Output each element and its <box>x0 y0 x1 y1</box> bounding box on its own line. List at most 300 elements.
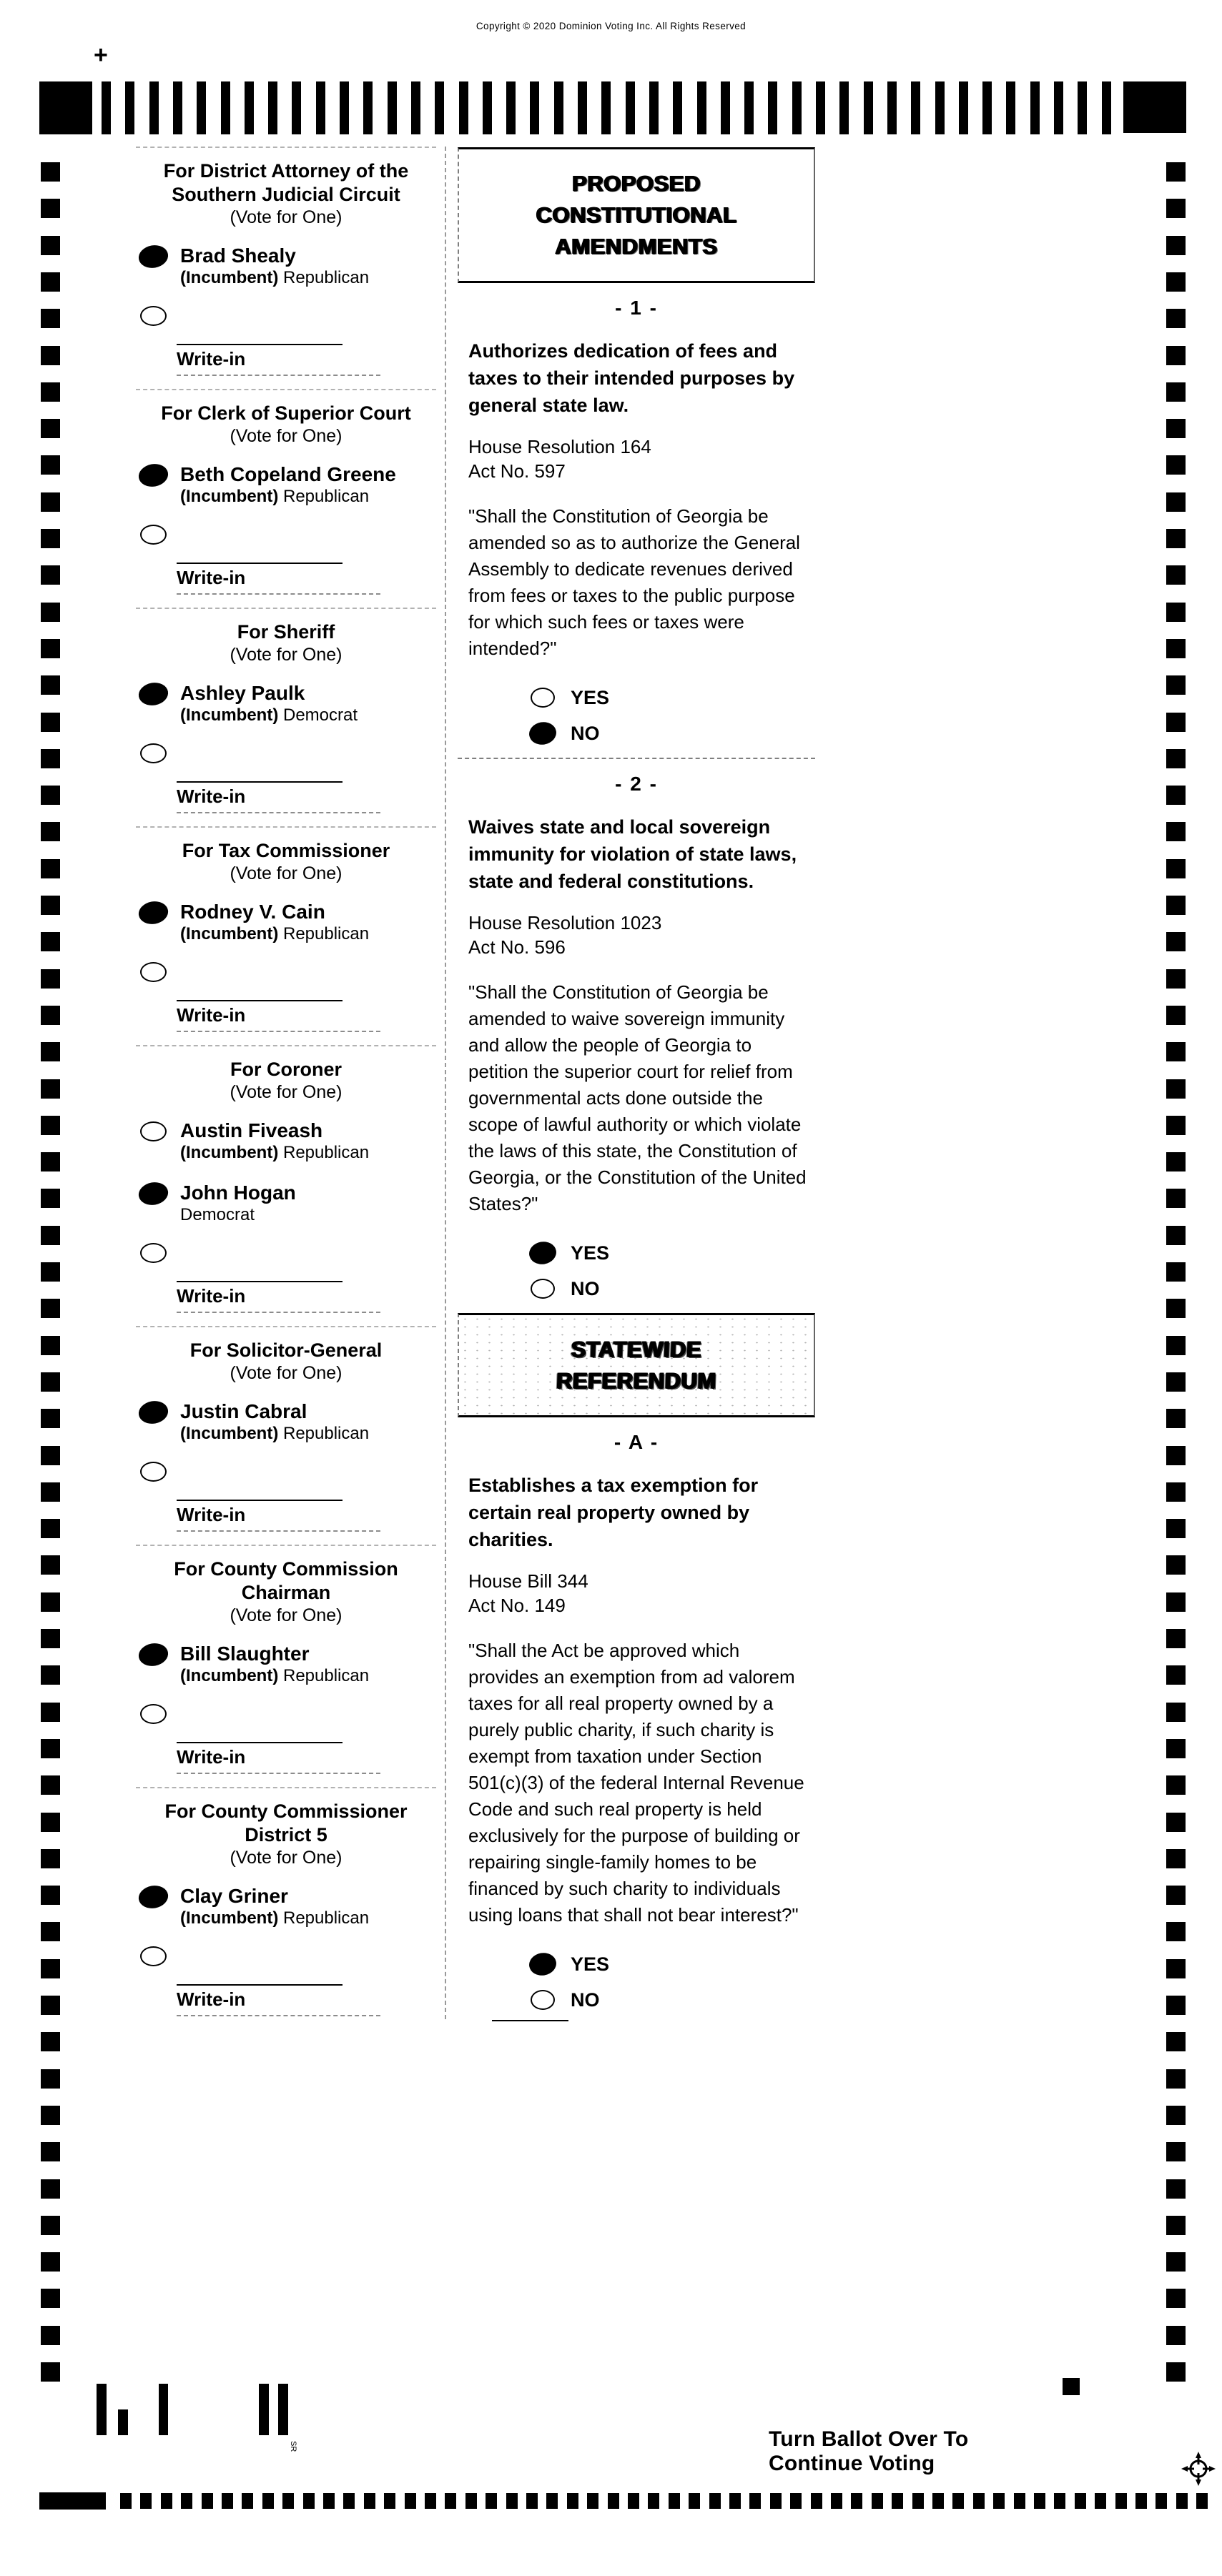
vote-for-one-label: (Vote for One) <box>230 207 343 227</box>
write-in-block <box>177 781 380 813</box>
timing-square-right <box>1166 2362 1186 2382</box>
vote-for-one-label: (Vote for One) <box>230 1605 343 1625</box>
measure-citation: Act No. 596 <box>468 936 566 958</box>
timing-square-right <box>1166 2069 1186 2089</box>
race-title-line: Chairman <box>241 1582 331 1603</box>
timing-square-bottom <box>628 2493 639 2509</box>
candidate-party-line <box>180 1142 369 1164</box>
timing-square-right <box>1166 713 1186 732</box>
timing-square-right <box>1166 455 1186 475</box>
candidate-row <box>140 900 436 945</box>
incumbent-label: (Incumbent) <box>180 1908 283 1928</box>
candidate-party-line <box>180 1204 296 1226</box>
candidate-party-line <box>180 1423 369 1445</box>
vote-for-one-label: (Vote for One) <box>230 1082 343 1102</box>
timing-square-right <box>1166 2326 1186 2345</box>
incumbent-label: (Incumbent) <box>180 1143 283 1162</box>
race-title <box>136 839 436 863</box>
timing-square-right <box>1166 1116 1186 1135</box>
timing-square-left <box>41 1409 60 1428</box>
party-label: Democrat <box>180 1205 255 1224</box>
write-in-block <box>177 1984 380 2016</box>
race-title-line: For Solicitor-General <box>189 1339 383 1361</box>
timing-square-left <box>41 2069 60 2089</box>
timing-square-right <box>1166 1079 1186 1099</box>
timing-bar-top <box>744 81 754 134</box>
race-title-line: For Tax Commissioner <box>182 840 390 861</box>
candidate-row <box>140 462 436 507</box>
vote-oval-filled[interactable] <box>137 1180 169 1207</box>
timing-bar-top <box>125 81 134 134</box>
timing-square-left <box>41 713 60 732</box>
barcode-bar-short <box>118 2409 128 2435</box>
write-in-line[interactable] <box>177 1000 343 1001</box>
timing-square-right <box>1166 1189 1186 1208</box>
timing-square-left <box>41 492 60 512</box>
timing-square-right <box>1166 1592 1186 1612</box>
vote-for-one-label: (Vote for One) <box>230 863 343 883</box>
turn-ballot-over-instruction: Turn Ballot Over To Continue Voting <box>769 2427 969 2475</box>
vote-oval-filled[interactable] <box>137 1399 169 1426</box>
vote-oval-filled[interactable] <box>137 243 169 270</box>
timing-block-bottom-left <box>39 2492 106 2510</box>
timing-square-bottom <box>1196 2493 1208 2509</box>
timing-square-right <box>1166 1519 1186 1538</box>
timing-square-right <box>1166 749 1186 768</box>
race-title-line: For Sheriff <box>237 621 335 643</box>
timing-square-left <box>41 1886 60 1905</box>
timing-bar-top <box>411 81 420 134</box>
timing-square-right <box>1166 603 1186 622</box>
timing-square-left <box>41 419 60 438</box>
candidate-name: Austin Fiveash <box>180 1119 323 1141</box>
timing-square-bottom <box>993 2493 1005 2509</box>
timing-square-bottom <box>669 2493 680 2509</box>
timing-square-right <box>1166 492 1186 512</box>
race-title-line: Southern Judicial Circuit <box>172 184 400 205</box>
candidate-text <box>180 1119 369 1164</box>
timing-square-left <box>41 1519 60 1538</box>
measure-summary: Waives state and local sovereign immunity for violation of state laws, state and federal constitutions. <box>468 816 797 892</box>
vote-oval-filled[interactable] <box>528 720 558 746</box>
write-in-oval[interactable] <box>140 1704 167 1724</box>
candidate-name: Bill Slaughter <box>180 1643 310 1665</box>
timing-bar-top <box>1102 81 1111 134</box>
race-contest <box>136 1787 436 2029</box>
candidate-text <box>180 1884 369 1929</box>
vote-for-one-label: (Vote for One) <box>230 645 343 665</box>
measure-citation: Act No. 149 <box>468 1595 566 1616</box>
candidate-party-line <box>180 486 396 507</box>
timing-bar-top <box>959 81 968 134</box>
write-in-oval[interactable] <box>140 1243 167 1263</box>
timing-square-right <box>1166 1959 1186 1978</box>
timing-square-bottom <box>405 2493 416 2509</box>
timing-square-right <box>1166 1006 1186 1025</box>
write-in-oval-row <box>140 1243 436 1267</box>
write-in-oval[interactable] <box>140 1462 167 1482</box>
vote-oval-empty[interactable] <box>531 1990 555 2010</box>
race-contest <box>136 608 436 826</box>
timing-square-bottom <box>811 2493 822 2509</box>
write-in-label: Write-in <box>177 786 246 807</box>
timing-bar-top <box>839 81 849 134</box>
option-label: NO <box>571 723 600 744</box>
timing-square-right <box>1166 2179 1186 2199</box>
measure-number: - 1 - <box>615 297 658 319</box>
candidate-text <box>180 681 358 726</box>
timing-square-bottom <box>343 2493 355 2509</box>
timing-bar-top <box>1054 81 1063 134</box>
timing-bar-top <box>268 81 277 134</box>
vote-oval-filled[interactable] <box>137 1883 169 1911</box>
timing-square-left <box>41 236 60 255</box>
header-box-line: REFERENDUM <box>556 1368 717 1393</box>
timing-square-left <box>41 639 60 658</box>
timing-square-left <box>41 749 60 768</box>
timing-square-bottom <box>202 2493 213 2509</box>
timing-bar-top <box>292 81 301 134</box>
timing-square-bottom <box>181 2493 192 2509</box>
timing-bar-top <box>340 81 349 134</box>
timing-bar-top <box>935 81 945 134</box>
timing-square-left <box>41 786 60 805</box>
timing-square-left <box>41 859 60 878</box>
option-label: YES <box>571 687 610 708</box>
measure-citation: Act No. 597 <box>468 460 566 482</box>
write-in-oval-row <box>140 962 436 986</box>
ballot-measure <box>458 1430 815 2021</box>
timing-square-bottom <box>1115 2493 1127 2509</box>
write-in-label: Write-in <box>177 1504 246 1525</box>
timing-square-left <box>41 1996 60 2015</box>
timing-square-right <box>1166 1336 1186 1355</box>
barcode-bar <box>97 2384 107 2435</box>
write-in-label: Write-in <box>177 1746 246 1768</box>
timing-square-bottom <box>1156 2493 1167 2509</box>
timing-square-left <box>41 1665 60 1685</box>
race-title <box>136 1557 436 1605</box>
candidate-races-column <box>136 147 436 2029</box>
candidate-party-line <box>180 267 369 289</box>
timing-square-footer <box>1063 2378 1080 2395</box>
vote-oval-empty[interactable] <box>531 1279 555 1299</box>
timing-bar-top <box>601 81 611 134</box>
write-in-label: Write-in <box>177 348 246 370</box>
timing-bar-top <box>1030 81 1040 134</box>
timing-square-bottom <box>1014 2493 1025 2509</box>
candidate-name: Beth Copeland Greene <box>180 463 396 485</box>
timing-square-right <box>1166 2289 1186 2308</box>
timing-square-right <box>1166 236 1186 255</box>
write-in-oval[interactable] <box>140 306 167 326</box>
party-label: Republican <box>283 924 370 943</box>
measure-summary: Establishes a tax exemption for certain real property owned by charities. <box>468 1475 759 1550</box>
timing-square-right <box>1166 199 1186 218</box>
vote-oval-empty[interactable] <box>531 688 555 708</box>
candidate-name: Ashley Paulk <box>180 682 305 704</box>
timing-square-left <box>41 2216 60 2235</box>
timing-square-left <box>41 1849 60 1868</box>
write-in-label: Write-in <box>177 1004 246 1026</box>
header-box-line: CONSTITUTIONAL <box>536 202 737 227</box>
registration-crosshair-icon <box>1181 2452 1216 2486</box>
write-in-line[interactable] <box>177 1281 343 1282</box>
measure-option-row <box>531 1988 815 2011</box>
candidate-text <box>180 244 369 289</box>
timing-square-bottom <box>1034 2493 1045 2509</box>
candidate-name: Justin Cabral <box>180 1400 307 1422</box>
candidate-text <box>180 900 369 945</box>
timing-bar-top <box>1006 81 1015 134</box>
candidate-name: Brad Shealy <box>180 244 296 267</box>
timing-square-right <box>1166 1922 1186 1941</box>
timing-bar-top <box>792 81 802 134</box>
timing-square-left <box>41 1262 60 1282</box>
vote-oval-filled[interactable] <box>137 1641 169 1668</box>
candidate-row <box>140 244 436 289</box>
timing-square-bottom <box>303 2493 315 2509</box>
timing-square-bottom <box>140 2493 152 2509</box>
timing-square-left <box>41 1959 60 1978</box>
write-in-block <box>177 344 380 376</box>
race-title <box>136 159 436 207</box>
timing-square-left <box>41 346 60 365</box>
timing-square-left <box>41 1813 60 1832</box>
timing-square-right <box>1166 1629 1186 1648</box>
measure-question: "Shall the Act be approved which provides an exemption from ad valorem taxes for all real property owned by a purely public charity, if such charity is exempt from taxation under Section 501(c)(3) of the federal Internal Revenue Code and such real property is held exclusively for the purpose of building or repairing single-family homes to be financed by such charity to individuals using loans that shall not bear interest?" <box>468 1640 804 1926</box>
timing-square-right <box>1166 2216 1186 2235</box>
measure-citation: House Bill 344 <box>468 1570 588 1592</box>
timing-square-left <box>41 932 60 951</box>
timing-bar-top <box>816 81 825 134</box>
timing-square-left <box>41 1299 60 1318</box>
measure-option-row <box>531 1277 815 1300</box>
timing-square-left <box>41 1042 60 1061</box>
ballot-measure <box>458 772 815 1300</box>
timing-square-bottom <box>465 2493 477 2509</box>
timing-square-left <box>41 1226 60 1245</box>
timing-block-top-left <box>39 81 92 134</box>
write-in-line[interactable] <box>177 563 343 564</box>
candidate-text <box>180 1181 296 1226</box>
timing-square-right <box>1166 932 1186 951</box>
write-in-oval-row <box>140 1946 436 1970</box>
timing-bar-top <box>483 81 492 134</box>
timing-square-bottom <box>872 2493 883 2509</box>
write-in-block <box>177 1500 380 1532</box>
timing-square-left <box>41 1336 60 1355</box>
vote-oval-filled[interactable] <box>137 462 169 489</box>
timing-square-left <box>41 896 60 915</box>
timing-square-left <box>41 2179 60 2199</box>
measure-option-row <box>531 1242 815 1264</box>
timing-square-right <box>1166 859 1186 878</box>
timing-bar-top <box>363 81 373 134</box>
candidate-text <box>180 1400 369 1445</box>
column-divider <box>445 147 446 2019</box>
copyright-line: Copyright © 2020 Dominion Voting Inc. All Rights Reserved <box>476 21 746 31</box>
timing-square-right <box>1166 2142 1186 2161</box>
timing-square-right <box>1166 639 1186 658</box>
timing-square-bottom <box>546 2493 558 2509</box>
timing-bar-top <box>864 81 873 134</box>
timing-bar-top <box>578 81 587 134</box>
timing-square-bottom <box>1095 2493 1106 2509</box>
candidate-row <box>140 1181 436 1226</box>
write-in-line[interactable] <box>177 344 343 345</box>
barcode-bar <box>278 2384 288 2435</box>
option-label: NO <box>571 1989 600 2011</box>
candidate-text <box>180 1642 369 1687</box>
timing-square-bottom <box>689 2493 700 2509</box>
timing-square-right <box>1166 1739 1186 1758</box>
write-in-oval[interactable] <box>140 1946 167 1966</box>
timing-bar-top <box>697 81 706 134</box>
timing-square-left <box>41 1592 60 1612</box>
measure-option-row <box>531 686 815 709</box>
write-in-oval-row <box>140 743 436 767</box>
timing-square-right <box>1166 346 1186 365</box>
timing-square-right <box>1166 309 1186 328</box>
write-in-line[interactable] <box>177 1742 343 1743</box>
write-in-label: Write-in <box>177 1988 246 2010</box>
timing-square-bottom <box>1176 2493 1188 2509</box>
measure-separator <box>458 758 815 759</box>
timing-bar-top <box>626 81 635 134</box>
timing-bar-top <box>316 81 325 134</box>
timing-bar-top <box>649 81 659 134</box>
timing-square-left <box>41 1152 60 1171</box>
race-title <box>136 620 436 644</box>
write-in-line[interactable] <box>177 781 343 783</box>
timing-square-bottom <box>851 2493 862 2509</box>
timing-square-bottom <box>952 2493 964 2509</box>
write-in-block <box>177 563 380 595</box>
timing-square-bottom <box>506 2493 518 2509</box>
measure-question: "Shall the Constitution of Georgia be amended to waive sovereign immunity and allow the people of Georgia to petition the superior court for relief from governmental acts done outside the scope of lawful authority or which violate the laws of this state, the Constitution of Georgia, or the Constitution of the United States?" <box>468 981 807 1214</box>
timing-square-left <box>41 199 60 218</box>
timing-bar-top <box>221 81 230 134</box>
timing-square-left <box>41 2106 60 2125</box>
header-box-line: PROPOSED <box>572 171 701 196</box>
write-in-oval-row <box>140 525 436 548</box>
vote-oval-filled[interactable] <box>137 899 169 926</box>
timing-square-left <box>41 1629 60 1648</box>
race-title-line: For District Attorney of the <box>163 160 409 182</box>
vote-oval-empty[interactable] <box>140 1121 167 1141</box>
timing-square-bottom <box>587 2493 598 2509</box>
timing-square-right <box>1166 1372 1186 1392</box>
timing-bar-top <box>197 81 206 134</box>
statewide-referendum-header <box>458 1313 815 1417</box>
write-in-block <box>177 1742 380 1774</box>
timing-square-right <box>1166 419 1186 438</box>
write-in-label: Write-in <box>177 567 246 588</box>
timing-square-bottom <box>425 2493 436 2509</box>
timing-square-left <box>41 1189 60 1208</box>
timing-square-left <box>41 455 60 475</box>
timing-square-bottom <box>323 2493 335 2509</box>
timing-square-bottom <box>729 2493 741 2509</box>
measure-citation: House Resolution 1023 <box>468 912 662 933</box>
timing-square-left <box>41 2032 60 2051</box>
timing-square-bottom <box>445 2493 456 2509</box>
vote-oval-filled[interactable] <box>137 680 169 708</box>
timing-square-right <box>1166 1262 1186 1282</box>
write-in-line[interactable] <box>177 1984 343 1986</box>
vote-for-one-label: (Vote for One) <box>230 1848 343 1868</box>
option-label: NO <box>571 1278 600 1299</box>
timing-square-right <box>1166 1409 1186 1428</box>
timing-square-left <box>41 2289 60 2308</box>
party-label: Republican <box>283 1908 370 1928</box>
timing-square-right <box>1166 1813 1186 1832</box>
vote-oval-filled[interactable] <box>528 1951 558 1977</box>
timing-square-left <box>41 1555 60 1575</box>
write-in-oval[interactable] <box>140 962 167 982</box>
timing-square-bottom <box>932 2493 944 2509</box>
timing-square-bottom <box>1075 2493 1086 2509</box>
option-label: YES <box>571 1242 610 1264</box>
incumbent-label: (Incumbent) <box>180 1424 283 1443</box>
measure-option-row <box>531 1953 815 1976</box>
timing-square-left <box>41 1922 60 1941</box>
race-title <box>136 1800 436 1847</box>
timing-block-top-right <box>1123 81 1186 133</box>
timing-square-bottom <box>892 2493 903 2509</box>
write-in-line[interactable] <box>177 1500 343 1501</box>
timing-square-left <box>41 1079 60 1099</box>
timing-square-bottom <box>486 2493 497 2509</box>
timing-square-right <box>1166 896 1186 915</box>
timing-square-left <box>41 1116 60 1135</box>
measure-option-row <box>531 722 815 745</box>
write-in-oval[interactable] <box>140 743 167 763</box>
timing-square-right <box>1166 1703 1186 1722</box>
incumbent-label: (Incumbent) <box>180 487 283 506</box>
timing-square-right <box>1166 1446 1186 1465</box>
measure-citation: House Resolution 164 <box>468 436 651 457</box>
timing-square-right <box>1166 1555 1186 1575</box>
timing-bar-top <box>173 81 182 134</box>
timing-square-right <box>1166 2032 1186 2051</box>
write-in-oval-row <box>140 306 436 330</box>
candidate-row <box>140 1642 436 1687</box>
timing-square-left <box>41 309 60 328</box>
race-title <box>136 1058 436 1081</box>
race-contest <box>136 1545 436 1787</box>
ballot-measure <box>458 296 815 759</box>
timing-square-left <box>41 272 60 292</box>
timing-square-bottom <box>567 2493 578 2509</box>
timing-square-right <box>1166 1886 1186 1905</box>
timing-square-right <box>1166 1042 1186 1061</box>
timing-square-left <box>41 1739 60 1758</box>
timing-square-bottom <box>770 2493 782 2509</box>
vote-for-one-label: (Vote for One) <box>230 426 343 446</box>
timing-square-right <box>1166 1996 1186 2015</box>
write-in-oval[interactable] <box>140 525 167 545</box>
vote-oval-filled[interactable] <box>528 1239 558 1266</box>
timing-square-right <box>1166 822 1186 841</box>
candidate-row <box>140 1884 436 1929</box>
option-label: YES <box>571 1953 610 1975</box>
timing-square-left <box>41 1006 60 1025</box>
timing-square-right <box>1166 2106 1186 2125</box>
write-in-label: Write-in <box>177 1285 246 1307</box>
candidate-row <box>140 1119 436 1164</box>
